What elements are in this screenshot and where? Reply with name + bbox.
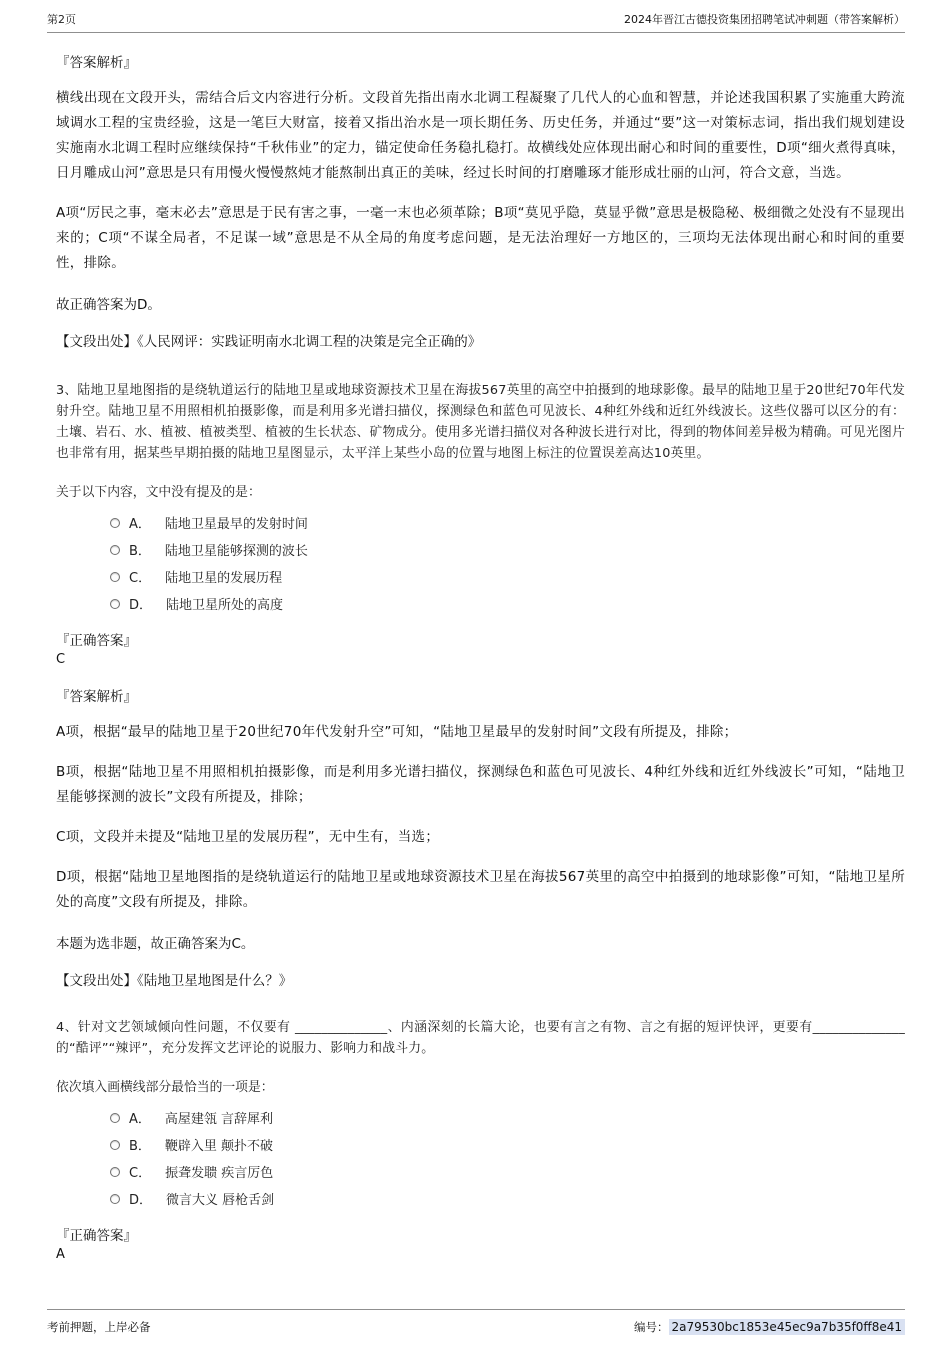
- option-row[interactable]: [56, 509, 905, 536]
- options-list: [56, 509, 905, 617]
- document-code-value: 2a79530bc1853e45ec9a7b35f0ff8e41: [669, 1319, 905, 1335]
- option-letter: C．: [129, 571, 152, 586]
- option-row[interactable]: [56, 590, 905, 617]
- option-letter: B．: [129, 1139, 151, 1154]
- radio-icon[interactable]: [110, 545, 120, 555]
- correct-answer-label: 『正确答案』: [56, 633, 137, 649]
- option-letter: D．: [129, 598, 153, 613]
- option-letter: B．: [129, 544, 151, 559]
- question-block: [56, 1017, 905, 1262]
- option-row[interactable]: [56, 1104, 905, 1131]
- option-letter: A．: [129, 1112, 151, 1127]
- options-list: [56, 1104, 905, 1212]
- page-number: 第2页: [47, 13, 76, 26]
- correct-answer-value: C: [56, 652, 66, 667]
- document-code-label: 编号：: [634, 1320, 669, 1334]
- option-text: 陆地卫星能够探测的波长: [164, 544, 308, 559]
- analysis-paragraph: D项，根据“陆地卫星地图指的是绕轨道运行的陆地卫星或地球资源技术卫星在海拔567英里的高空中拍摄到的地球影像”可知，“陆地卫星所处的高度”文段有所提及，排除。: [56, 869, 905, 910]
- question-prompt: 依次填入画横线部分最恰当的一项是：: [56, 1080, 274, 1095]
- analysis-section-label: 『答案解析』: [56, 689, 137, 705]
- radio-icon[interactable]: [110, 599, 120, 609]
- option-text: 陆地卫星的发展历程: [165, 571, 283, 586]
- option-text: 鞭辟入里 颠扑不破: [164, 1139, 274, 1154]
- footer-slogan: 考前押题，上岸必备: [47, 1320, 151, 1334]
- analysis-paragraph: C项，文段并未提及“陆地卫星的发展历程”，无中生有，当选；: [56, 829, 440, 845]
- correct-answer-line: 本题为选非题，故正确答案为C。: [56, 936, 255, 952]
- option-text: 陆地卫星最早的发射时间: [164, 517, 308, 532]
- page-header: [47, 0, 905, 33]
- passage-source: 【文段出处】《陆地卫星地图是什么？》: [56, 973, 293, 989]
- page-footer: [47, 1309, 905, 1335]
- analysis-paragraph: A项，根据“最早的陆地卫星于20世纪70年代发射升空”可知，“陆地卫星最早的发射时间”文段有所提及，排除；: [56, 724, 738, 740]
- option-letter: D．: [129, 1193, 153, 1208]
- document-code: [634, 1319, 905, 1335]
- analysis-paragraph: A项“厉民之事，毫末必去”意思是于民有害之事，一毫一末也必须革除；B项“莫见乎隐，莫显乎微”意思是极隐秘、极细微之处没有不显现出来的；C项“不谋全局者，不足谋一域”意思是不从全局的角度考虑问题，是无法治理好一方地区的，三项均无法体现出耐心和时间的重要性，排除。: [56, 205, 905, 271]
- option-row[interactable]: [56, 1185, 905, 1212]
- radio-icon[interactable]: [110, 1113, 120, 1123]
- correct-answer-line: 故正确答案为D。: [56, 297, 161, 313]
- option-text: 微言大义 唇枪舌剑: [166, 1193, 275, 1208]
- option-letter: A．: [129, 517, 151, 532]
- option-text: 高屋建瓴 言辞犀利: [164, 1112, 274, 1127]
- option-row[interactable]: [56, 1131, 905, 1158]
- option-letter: C．: [129, 1166, 152, 1181]
- question-stem: 4、针对文艺领域倾向性问题，不仅要有 ______________、内涵深刻的长篇大论，也要有言之有物、言之有据的短评快评，更要有______________的“酷评”“辣评”，充分发挥文艺评论的说服力、影响力和战斗力。: [56, 1020, 905, 1056]
- analysis-section-label: 『答案解析』: [56, 55, 137, 71]
- option-row[interactable]: [56, 1158, 905, 1185]
- radio-icon[interactable]: [110, 1167, 120, 1177]
- question-stem: 3、陆地卫星地图指的是绕轨道运行的陆地卫星或地球资源技术卫星在海拔567英里的高空中拍摄到的地球影像。最早的陆地卫星于20世纪70年代发射升空。陆地卫星不用照相机拍摄影像，而是利用多光谱扫描仪，探测绿色和蓝色可见波长、4种红外线和近红外线波长。这些仪器可以区分的有：土壤、岩石、水、植被、植被类型、植被的生长状态、矿物成分。使用多光谱扫描仪对各种波长进行对比，得到的物体间差异极为精确。可见光图片也非常有用，据某些早期拍摄的陆地卫星图显示，太平洋上某些小岛的位置与地图上标注的位置误差高达10英里。: [56, 383, 905, 461]
- page-body: [56, 33, 905, 1303]
- document-title: 2024年晋江古德投资集团招聘笔试冲刺题（带答案解析）: [624, 13, 905, 26]
- radio-icon[interactable]: [110, 572, 120, 582]
- radio-icon[interactable]: [110, 1140, 120, 1150]
- correct-answer-label: 『正确答案』: [56, 1228, 137, 1244]
- passage-source: 【文段出处】《人民网评：实践证明南水北调工程的决策是完全正确的》: [56, 334, 482, 350]
- option-text: 陆地卫星所处的高度: [166, 598, 284, 613]
- question-prompt: 关于以下内容，文中没有提及的是：: [56, 485, 261, 500]
- analysis-paragraph: B项，根据“陆地卫星不用照相机拍摄影像，而是利用多光谱扫描仪，探测绿色和蓝色可见波长、4种红外线和近红外线波长”可知，“陆地卫星能够探测的波长”文段有所提及，排除；: [56, 764, 905, 805]
- option-text: 振聋发聩 疾言厉色: [165, 1166, 274, 1181]
- radio-icon[interactable]: [110, 1194, 120, 1204]
- analysis-paragraph: 横线出现在文段开头，需结合后文内容进行分析。文段首先指出南水北调工程凝聚了几代人的心血和智慧，并论述我国积累了实施重大跨流域调水工程的宝贵经验，这是一笔巨大财富，接着又指出治水是一项长期任务、历史任务，并通过“要”这一对策标志词，指出我们规划建设实施南水北调工程时应继续保持“千秋伟业”的定力，锚定使命任务稳扎稳打。故横线处应体现出耐心和时间的重要性，D项“细火煮得真味，日月雕成山河”意思是只有用慢火慢慢熬炖才能熬制出真正的美味，经过长时间的打磨雕琢才能形成壮丽的山河，符合文意，当选。: [56, 90, 905, 181]
- option-row[interactable]: [56, 563, 905, 590]
- radio-icon[interactable]: [110, 518, 120, 528]
- correct-answer-value: A: [56, 1247, 65, 1262]
- option-row[interactable]: [56, 536, 905, 563]
